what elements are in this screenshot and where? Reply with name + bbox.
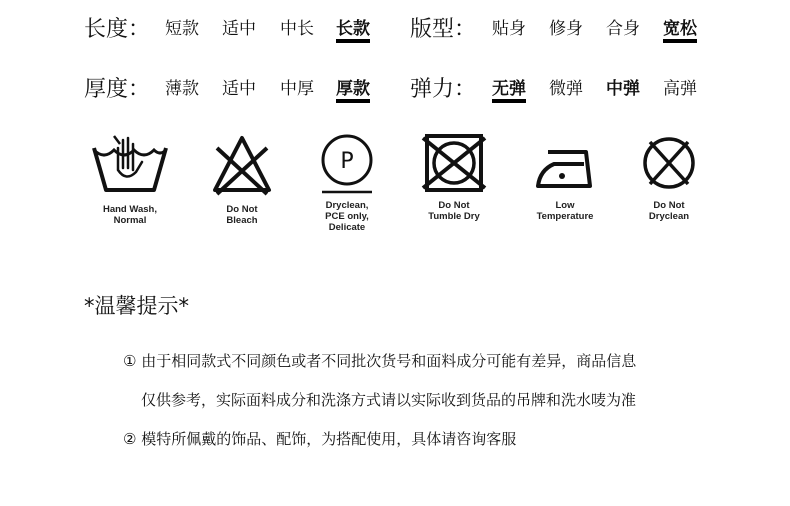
elasticity-option-slight: 微弹 [549,79,583,99]
length-label: 长度： [84,17,151,42]
fit-label: 版型： [410,17,477,42]
elasticity-label: 弹力： [410,77,477,102]
care-hand-wash [80,130,180,226]
elasticity-option-none-selected: 无弹 [492,74,526,99]
dryclean-pce-caption: Dryclean, PCE only, Delicate [325,200,369,233]
do-not-bleach-icon [207,130,277,200]
fit-option-loose-selected: 宽松 [663,14,697,39]
do-not-tumble-dry-icon [419,130,489,196]
low-temperature-iron-icon [530,130,600,196]
elasticity-option-medium: 中弹 [606,79,640,99]
fit-option-regular: 合身 [606,19,640,39]
svg-text:P: P [340,149,354,174]
length-option-short: 短款 [165,19,199,39]
hand-wash-caption: Hand Wash, Normal [102,204,157,226]
tips-note-2: ② 模特所佩戴的饰品、配饰，为搭配使用，具体请咨询客服 [123,430,517,448]
hand-wash-icon [90,130,170,200]
care-do-not-bleach [192,130,292,226]
tips-title: *温馨提示* [84,294,189,318]
tips-note-1-line-2: 仅供参考，实际面料成分和洗涤方式请以实际收到货品的吊牌和洗水唛为准 [141,391,637,409]
do-not-tumble-dry-caption: Do Not Tumble Dry [428,200,480,222]
thickness-option-thin: 薄款 [165,79,199,99]
thickness-option-mid-thick: 中厚 [280,79,314,99]
length-option-mid-long: 中长 [280,19,314,39]
care-do-not-dryclean [619,130,719,222]
elasticity-option-high: 高弹 [663,79,697,99]
dryclean-pce-icon [312,130,382,196]
fit-option-tight: 贴身 [492,19,526,39]
low-temperature-iron-caption: Low Temperature [536,200,594,222]
fit-option-slim: 修身 [549,19,583,39]
care-dryclean-pce [297,130,397,233]
thickness-option-medium: 适中 [222,79,256,99]
care-do-not-tumble-dry [404,130,504,222]
length-option-long-selected: 长款 [336,14,370,39]
do-not-dryclean-icon [634,130,704,196]
thickness-option-thick-selected: 厚款 [336,74,370,99]
do-not-dryclean-caption: Do Not Dryclean [648,200,690,222]
do-not-bleach-caption: Do Not Bleach [226,204,258,226]
length-option-medium: 适中 [222,19,256,39]
thickness-label: 厚度： [84,77,151,102]
tips-note-1-line-1: ① 由于相同款式不同颜色或者不同批次货号和面料成分可能有差异，商品信息 [123,352,637,370]
care-low-temperature-iron [515,130,615,222]
